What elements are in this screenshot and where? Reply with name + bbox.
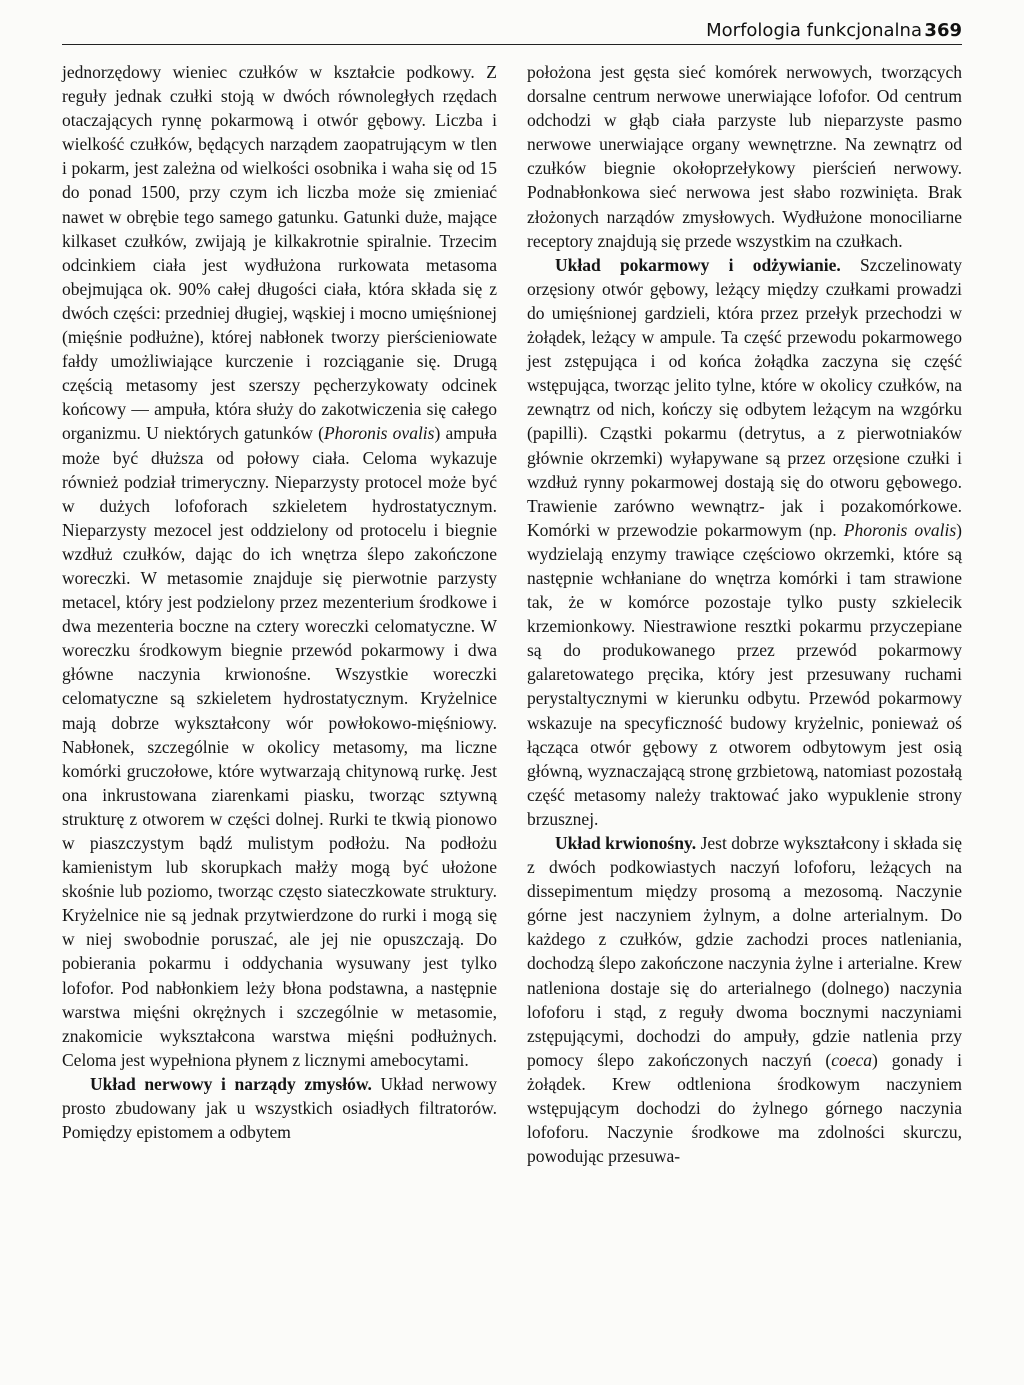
latin-term: coeca — [831, 1049, 873, 1070]
paragraph: Układ pokarmowy i odżywianie. Szczelinowaty orzęsiony otwór gębowy, leżący między czułkami prowadzi do umięśnionej gardzieli, która przez przełyk przechodzi w żołądek, leżący w ampule. Ta część przewodu pokarmowego jest zstępująca i od końca żołądka zaczyna się część wstępująca, tworząc jelito tylne, które w okolicy czułków, na zewnątrz od nich, kończy się odbytem leżącym na wzgórku (papilli). Cząstki pokarmu (detrytus, a z pierwotniaków głównie okrzemki) wyłapywane są przez orzęsione czułki i wzdłuż rynny pokarmowej dostają się do otworu gębowego. Trawienie zarówno wewnątrz- jak i pozakomórkowe. Komórki w przewodzie pokarmowym (np. Phoronis ovalis) wydzielają enzymy trawiące częściowo okrzemki, które są następnie wchłaniane do wnętrza komórki i tam strawione tak, że w komórce pozostaje tylko pusty szkielecik krzemionkowy. Niestrawione resztki pokarmu przyczepiane są do produkowanego przez przewód pokarmowy galaretowatego pręcika, który jest przesuwany ruchami perystaltycznymi w kierunku odbytu. Przewód pokarmowy wskazuje na specyficzność budowy kryżelnic, ponieważ oś łącząca otwór gębowy z otworem odbytowym jest osią główną, wyznaczającą stronę grzbietową, natomiast pozostałą część metasomy należy traktować jako wypuklenie strony brzusznej. — [527, 254, 962, 829]
section-heading: Układ nerwowy i narządy zmysłów. — [90, 1073, 372, 1094]
paragraph: Układ krwionośny. Jest dobrze wykształcony i składa się z dwóch podkowiastych naczyń lofoforu, leżących na dissepimentum między prosomą a mezosomą. Naczynie górne jest naczyniem żylnym, a dolne arterialnym. Do każdego z czułków, gdzie zachodzi proces natleniania, dochodzą ślepo zakończone naczynia żylne i arterialne. Krew natleniona dostaje się do arterialnego (dolnego) naczynia lofoforu i stąd, z reguły dwoma bocznymi naczyniami zstępującymi, dochodzi do ampuły, gdzie natlenia przy pomocy ślepo zakończonych naczyń (coeca) gonady i żołądek. Krew odtleniona środkowym naczyniem wstępującym dochodzi do żylnego górnego naczynia lofoforu. Naczynie środkowe ma zdolności skurczu, powodując przesuwa- — [527, 833, 962, 1167]
paragraph: Układ nerwowy i narządy zmysłów. Układ nerwowy prosto zbudowany jak u wszystkich osiadłych filtratorów. Pomiędzy epistomem a odbytem — [62, 1073, 498, 1143]
left-column — [62, 60, 497, 1144]
section-heading: Układ krwionośny. — [555, 833, 697, 853]
section-heading: Układ pokarmowy i odżywianie. — [555, 254, 841, 275]
header-rule — [62, 44, 962, 45]
species-name: Phoronis ovalis — [323, 423, 435, 444]
chapter-title: Morfologia funkcjonalna — [706, 20, 922, 41]
page-number: 369 — [924, 20, 962, 41]
right-column — [527, 60, 962, 1168]
running-header — [62, 16, 962, 46]
species-name: Phoronis ovalis — [843, 519, 957, 540]
paragraph: położona jest gęsta sieć komórek nerwowych, tworzących dorsalne centrum nerwowe unerwiające lofofor. Od centrum odchodzi w głąb ciała parzyste lub nieparzyste pasmo nerwowe unerwiające organy wewnętrzne. Na zewnątrz od czułków biegnie okołoprzełykowy pierścień nerwowy. Podnabłonkowa sieć nerwowa jest słabo rozwinięta. Brak złożonych narządów zmysłowych. Wydłużone monociliarne receptory znajdują się przede wszystkim na czułkach. — [527, 62, 962, 251]
paragraph: jednorzędowy wieniec czułków w kształcie podkowy. Z reguły jednak czułki stoją w dwóch równoległych rzędach otaczających rynnę pokarmową i otwór gębowy. Liczba i wielkość czułków, będących narządem zaopatrującym w tlen i pokarm, jest zależna od wielkości osobnika i waha się od 15 do ponad 1500, przy czym ich liczba może się zmieniać nawet w obrębie tego samego gatunku. Gatunki duże, mające kilkaset czułków, zwijają je kilkakrotnie spiralnie. Trzecim odcinkiem ciała jest wydłużona rurkowata metasoma obejmująca ok. 90% całej długości ciała, która składa się z dwóch części: przedniej długiej, wąskiej i mocno umięśnionej (mięśnie podłużne), której nabłonek tworzy pierścieniowate fałdy umożliwiające kurczenie i rozciąganie się. Drugą częścią metasomy jest szerszy pęcherzykowaty odcinek końcowy — ampuła, która służy do zakotwiczenia się całego organizmu. U niektórych gatunków (Phoronis ovalis) ampuła może być dłuższa od połowy ciała. Celoma wykazuje również podział trimeryczny. Nieparzysty protocel może być w dużych lofoforach szkieletem hydrostatycznym. Nieparzysty mezocel jest oddzielony od protocelu i biegnie wzdłuż czułków, dając do ich wnętrza ślepo zakończone woreczki. W metasomie znajduje się pierwotnie parzysty metacel, który jest podzielony przez mezenterium środkowe i dwa mezenteria boczne na cztery woreczki celomatyczne. W woreczku środkowym biegnie przewód pokarmowy i dwa główne naczynia krwionośne. Wszystkie woreczki celomatyczne są szkieletem hydrostatycznym. Kryżelnice mają dobrze wykształcony wór powłokowo-mięśniowy. Nabłonek, szczególnie w okolicy metasomy, ma liczne komórki gruczołowe, które wytwarzają chitynową rurkę. Jest ona inkrustowana ziarenkami piasku, tworząc sztywną strukturę z otworem w części dolnej. Rurki te tkwią pionowo w piaszczystym bądź mulistym podłożu. Na podłożu kamienistym lub skorupkach małży mogą być ułożone skośnie lub poziomo, tworząc często siateczkowate struktury. Kryżelnice nie są jednak przytwierdzone do rurki i mogą się w niej swobodnie poruszać, ale jej nie opuszczają. Do pobierania pokarmu i oddychania wysuwany jest tylko lofofor. Pod nabłonkiem leży błona podstawna, a następnie warstwa mięśni okrężnych i szczególnie w metasomie, znakomicie wykształcona warstwa mięśni podłużnych. Celoma jest wypełniona płynem z licznymi amebocytami. — [62, 62, 498, 1070]
